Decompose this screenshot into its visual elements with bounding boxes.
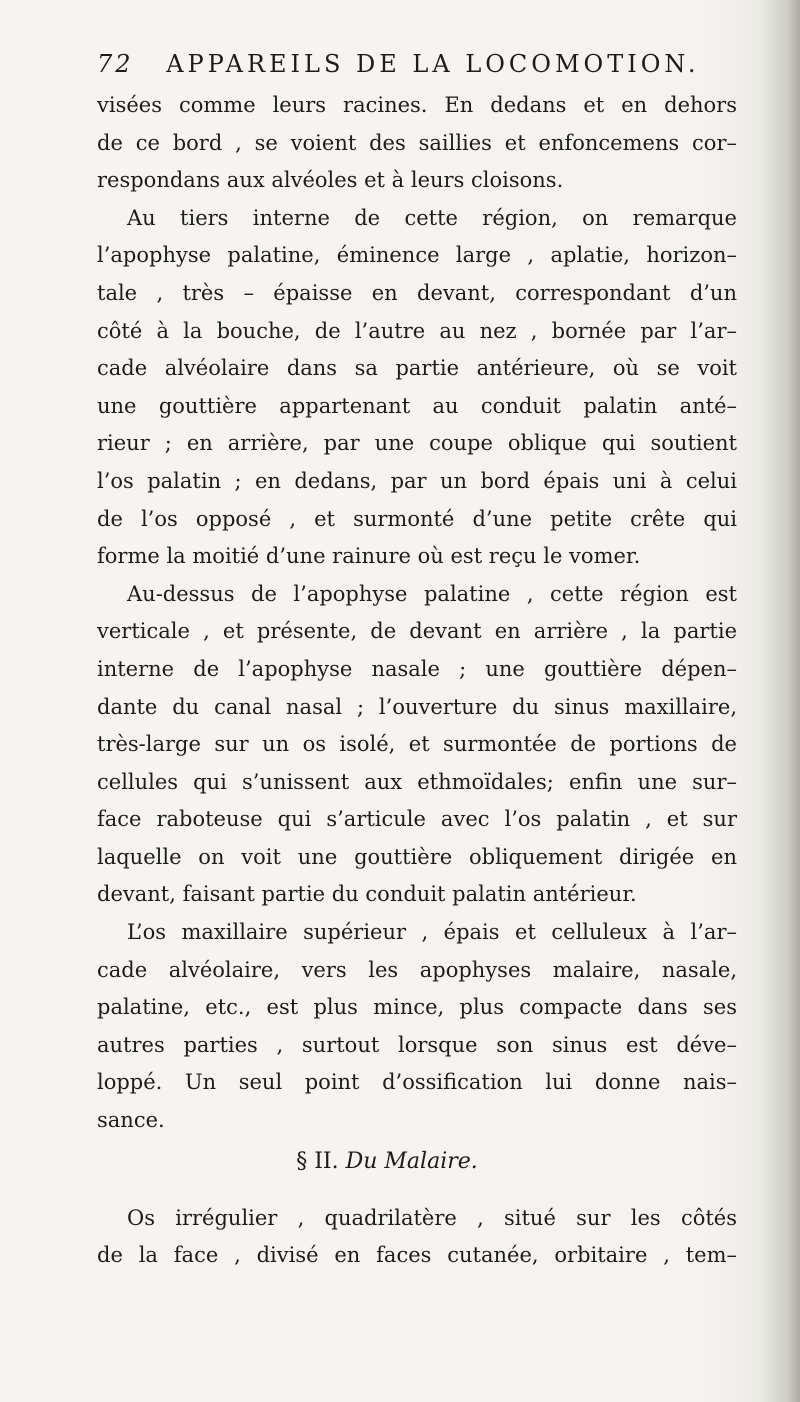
text-line: devant, faisant partie du conduit palatin antérieur. <box>97 882 637 907</box>
text-line: forme la moitié d’une rainure où est reçu le vomer. <box>97 544 641 569</box>
text-line: respondans aux alvéoles et à leurs cloisons. <box>97 168 564 193</box>
text-line: de ce bord , se voient des saillies et enfoncemens cor– <box>97 130 737 155</box>
text-line: dante du canal nasal ; l’ouverture du sinus maxillaire, <box>97 694 737 719</box>
text-line: Os irrégulier , quadrilatère , situé sur les côtés <box>127 1205 737 1230</box>
text-line: sance. <box>97 1108 165 1133</box>
running-title: APPAREILS DE LA LOCOMOTION. <box>166 50 700 78</box>
text-line: côté à la bouche, de l’autre au nez , bornée par l’ar– <box>97 318 737 343</box>
page-header <box>97 50 737 86</box>
text-line: face raboteuse qui s’articule avec l’os palatin , et sur <box>97 807 737 832</box>
section-number: § II. <box>296 1148 339 1174</box>
text-line: de la face , divisé en faces cutanée, orbitaire , tem– <box>97 1243 737 1268</box>
text-line: Au tiers interne de cette région, on remarque <box>127 205 737 230</box>
text-line: l’os palatin ; en dedans, par un bord épais uni à celui <box>97 468 737 493</box>
text-line: loppé. Un seul point d’ossification lui donne nais– <box>97 1070 737 1095</box>
section-title: Du Malaire. <box>345 1148 478 1174</box>
text-line: verticale , et présente, de devant en arrière , la partie <box>97 619 737 644</box>
text-line: palatine, etc., est plus mince, plus compacte dans ses <box>97 995 737 1020</box>
text-line: cade alvéolaire dans sa partie antérieure, où se voit <box>97 356 737 381</box>
section-heading <box>97 1140 737 1200</box>
text-line: L’os maxillaire supérieur , épais et celluleux à l’ar– <box>127 920 737 945</box>
text-line: l’apophyse palatine, éminence large , aplatie, horizon– <box>97 243 737 268</box>
text-line: tale , très – épaisse en devant, correspondant d’un <box>97 280 737 305</box>
text-line: une gouttière appartenant au conduit palatin anté– <box>97 393 737 418</box>
text-line: cellules qui s’unissent aux ethmoïdales; enfin une sur– <box>97 769 737 794</box>
text-line: visées comme leurs racines. En dedans et en dehors <box>97 93 737 117</box>
text-line: autres parties , surtout lorsque son sinus est déve– <box>97 1032 737 1057</box>
page-number: 72 <box>97 50 134 78</box>
text-line: interne de l’apophyse nasale ; une gouttière dépen– <box>97 656 737 681</box>
text-line: très-large sur un os isolé, et surmontée de portions de <box>97 732 737 757</box>
text-line: de l’os opposé , et surmonté d’une petite crête qui <box>97 506 737 531</box>
text-line: rieur ; en arrière, par une coupe oblique qui soutient <box>97 431 737 456</box>
text-line: Au-dessus de l’apophyse palatine , cette région est <box>127 581 737 606</box>
body-text <box>97 87 737 1275</box>
text-line: cade alvéolaire, vers les apophyses malaire, nasale, <box>97 957 737 982</box>
text-line: laquelle on voit une gouttière obliquement dirigée en <box>97 844 737 869</box>
page-edge-shadow <box>760 0 800 1402</box>
